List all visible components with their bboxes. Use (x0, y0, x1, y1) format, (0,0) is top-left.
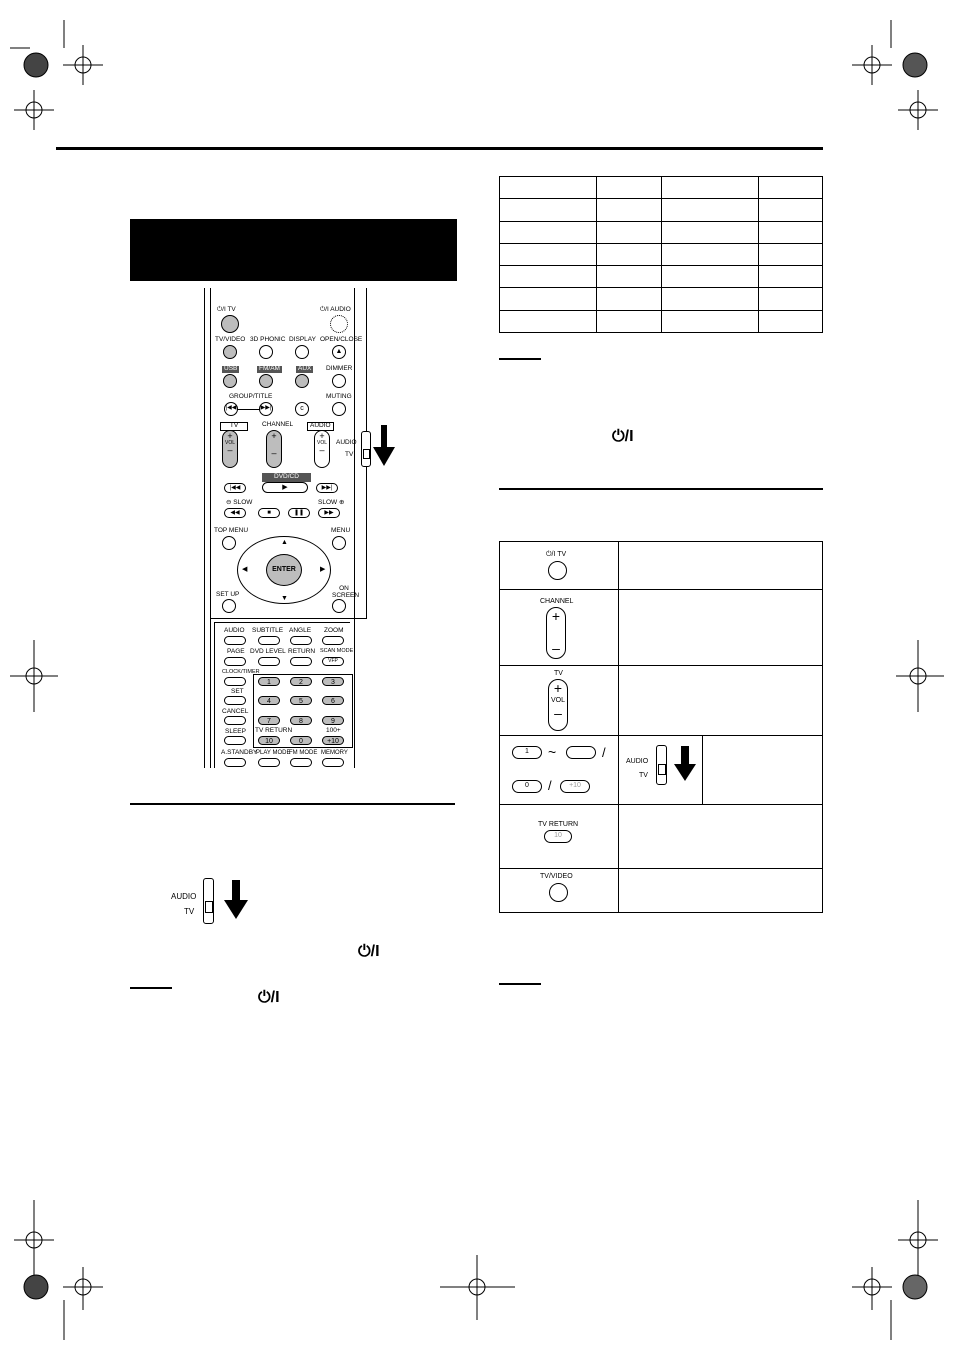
pause-icon[interactable]: ❚❚ (288, 508, 310, 518)
right-arrow-icon[interactable]: ▶ (320, 566, 326, 573)
right-section-rule (499, 488, 823, 490)
num-5-button[interactable]: 5 (290, 696, 312, 705)
dimmer-label: DIMMER (326, 365, 353, 372)
slow-minus-label: ⊖ SLOW (226, 499, 253, 506)
clock-timer-label: CLOCK/TIMER (222, 669, 260, 675)
prev-track-icon[interactable]: |◀◀ (224, 483, 246, 493)
sleep-label: SLEEP (225, 728, 246, 735)
remote-switch-tv-label: TV (345, 451, 354, 458)
dvd-level-label: DVD LEVEL (250, 648, 286, 655)
note-underline (499, 983, 541, 985)
a-standby-label: A.STANDBY (221, 749, 258, 756)
num-plus10-button[interactable]: +10 (322, 736, 344, 745)
remote-illustration (200, 288, 370, 768)
power-icon: ⏻/I (258, 989, 280, 1006)
num-4-button[interactable]: 4 (258, 696, 280, 705)
audio-vol-rocker[interactable]: + VOL – (314, 430, 330, 468)
num-3-button[interactable]: 3 (322, 677, 344, 686)
audio-button[interactable] (224, 636, 246, 645)
open-close-label: OPEN/CLOSE (320, 336, 363, 343)
clock-timer-button[interactable] (224, 677, 246, 686)
down-arrow-icon[interactable]: ▼ (281, 595, 288, 602)
play-mode-button[interactable] (258, 758, 280, 767)
next-track-icon[interactable]: ▶▶| (316, 483, 338, 493)
tv-video-label: TV/VIDEO (215, 336, 246, 343)
next-group-icon[interactable]: ▶▶| (259, 402, 273, 416)
up-arrow-icon[interactable]: ▲ (281, 539, 288, 546)
angle-button[interactable] (290, 636, 312, 645)
switch-tv-label: TV (639, 772, 648, 779)
num-0-button[interactable]: 0 (290, 736, 312, 745)
tv-vol-rocker-icon: + VOL – (548, 679, 568, 731)
mode-switch[interactable] (361, 431, 371, 467)
3d-phonic-button[interactable] (259, 345, 273, 359)
top-menu-button[interactable] (222, 536, 236, 550)
set-label: SET (231, 688, 244, 695)
fast-forward-icon[interactable]: ▶▶ (318, 508, 340, 518)
tv-box-label: TV (220, 422, 248, 431)
tv-power-button-icon (548, 561, 567, 580)
dvdcd-label: DVD/CD (262, 473, 311, 482)
cancel-button[interactable] (224, 716, 246, 725)
menu-button[interactable] (332, 536, 346, 550)
num-1-icon: 1 (512, 746, 542, 759)
slash-icon: / (602, 745, 606, 760)
play-button[interactable]: ▶ (262, 482, 308, 493)
a-standby-button[interactable] (224, 758, 246, 767)
num-9-button[interactable]: 9 (322, 716, 344, 725)
set-up-button[interactable] (222, 599, 236, 613)
audio-power-button[interactable] (330, 315, 348, 333)
fm-am-button[interactable] (259, 374, 273, 388)
mode-switch-icon (656, 745, 667, 785)
subtitle-button[interactable] (258, 636, 280, 645)
zoom-label: ZOOM (324, 627, 344, 634)
left-mode-switch-icon (203, 878, 214, 924)
sleep-button[interactable] (224, 736, 246, 745)
subtitle-label: SUBTITLE (252, 627, 284, 634)
vfp-button[interactable]: VFP (322, 657, 344, 666)
scan-mode-label: SCAN MODE (320, 648, 354, 654)
fm-mode-button[interactable] (290, 758, 312, 767)
return-icon[interactable]: c (295, 402, 309, 416)
tv-video-button[interactable] (223, 345, 237, 359)
memory-label: MEMORY (321, 750, 348, 756)
left-down-arrow-icon (224, 880, 248, 920)
page-button[interactable] (224, 657, 246, 666)
num-7-button[interactable]: 7 (258, 716, 280, 725)
dimmer-button[interactable] (332, 374, 346, 388)
display-label: DISPLAY (289, 336, 316, 343)
tv-label: TV (554, 670, 563, 677)
tv-return-label: TV RETURN (538, 821, 579, 828)
dvd-level-button[interactable] (258, 657, 280, 666)
num-plus10-icon: +10 (560, 780, 590, 793)
zoom-button[interactable] (322, 636, 344, 645)
channel-rocker-icon: + – (546, 607, 566, 659)
aux-label: AUX (298, 365, 312, 372)
set-up-label: SET UP (216, 591, 240, 598)
num-8-button[interactable]: 8 (290, 716, 312, 725)
hundred-plus-label: 100+ (326, 727, 341, 734)
prev-group-icon[interactable]: |◀◀ (224, 402, 238, 416)
muting-button[interactable] (332, 402, 346, 416)
down-arrow-icon (674, 746, 696, 782)
left-arrow-icon[interactable]: ◀ (242, 566, 248, 573)
return-label: RETURN (288, 648, 316, 655)
channel-rocker[interactable]: + – (266, 430, 282, 468)
num-10-button[interactable]: 10 (258, 736, 280, 745)
audio-power-label: ⏻/I AUDIO (320, 306, 351, 313)
3d-phonic-label: 3D PHONIC (250, 336, 286, 343)
rewind-icon[interactable]: ◀◀ (224, 508, 246, 518)
set-button[interactable] (224, 696, 246, 705)
num-6-button[interactable]: 6 (322, 696, 344, 705)
left-switch-tv-label: TV (184, 907, 195, 916)
tv-power-label: ⏻/I TV (217, 306, 236, 313)
left-switch-audio-label: AUDIO (171, 892, 197, 901)
tilde-icon: ~ (548, 744, 557, 760)
group-title-label: GROUP/TITLE (229, 393, 273, 400)
left-section-rule (130, 803, 455, 805)
enter-button[interactable]: ENTER (266, 554, 302, 586)
power-icon: ⏻/I (358, 943, 380, 960)
tv-video-label: TV/VIDEO (540, 873, 573, 880)
slash-icon: / (548, 778, 552, 793)
slow-plus-label: SLOW ⊕ (318, 499, 345, 506)
num-10-icon: 10 (544, 830, 572, 843)
header-rule (56, 147, 823, 150)
tv-power-button[interactable] (221, 315, 239, 333)
tv-return-label: TV RETURN (255, 727, 293, 734)
remote-switch-audio-label: AUDIO (336, 439, 357, 446)
muting-label: MUTING (326, 393, 352, 400)
num-2-button[interactable]: 2 (290, 677, 312, 686)
section-title-bar (130, 219, 457, 281)
top-menu-label: TOP MENU (214, 527, 249, 534)
display-button[interactable] (295, 345, 309, 359)
tv-power-label: ⏻/I TV (546, 551, 567, 558)
memory-button[interactable] (322, 758, 344, 767)
note-underline (130, 987, 172, 989)
fm-am-label: FM/AM (259, 365, 280, 372)
on-screen-button[interactable] (332, 599, 346, 613)
button-table (499, 541, 823, 913)
tv-vol-rocker[interactable]: + VOL – (222, 430, 238, 468)
note-underline (499, 358, 541, 360)
tv-video-button-icon (549, 883, 568, 902)
page-label: PAGE (227, 648, 245, 655)
stop-icon[interactable]: ■ (258, 508, 280, 518)
audio-label: AUDIO (224, 627, 245, 634)
down-arrow-icon (373, 425, 395, 467)
return-button[interactable] (290, 657, 312, 666)
eject-icon[interactable]: ▲ (332, 345, 346, 359)
usb-label: USB (224, 365, 238, 372)
code-table (499, 176, 823, 333)
usb-button[interactable] (223, 374, 237, 388)
menu-label: MENU (331, 527, 351, 534)
on-screen-label: ON SCREEN (332, 585, 360, 599)
cancel-label: CANCEL (222, 708, 249, 715)
num-blank-icon (566, 746, 596, 759)
angle-label: ANGLE (289, 627, 312, 634)
num-0-icon: 0 (512, 780, 542, 793)
play-mode-label: PLAY MODE (256, 750, 291, 756)
channel-label: CHANNEL (540, 598, 574, 605)
aux-button[interactable] (295, 374, 309, 388)
channel-label: CHANNEL (262, 421, 294, 428)
num-1-button[interactable]: 1 (258, 677, 280, 686)
power-icon: ⏻/I (612, 428, 634, 445)
audio-box-label: AUDIO (307, 422, 334, 431)
fm-mode-label: FM MODE (289, 750, 318, 756)
switch-audio-label: AUDIO (626, 758, 649, 765)
